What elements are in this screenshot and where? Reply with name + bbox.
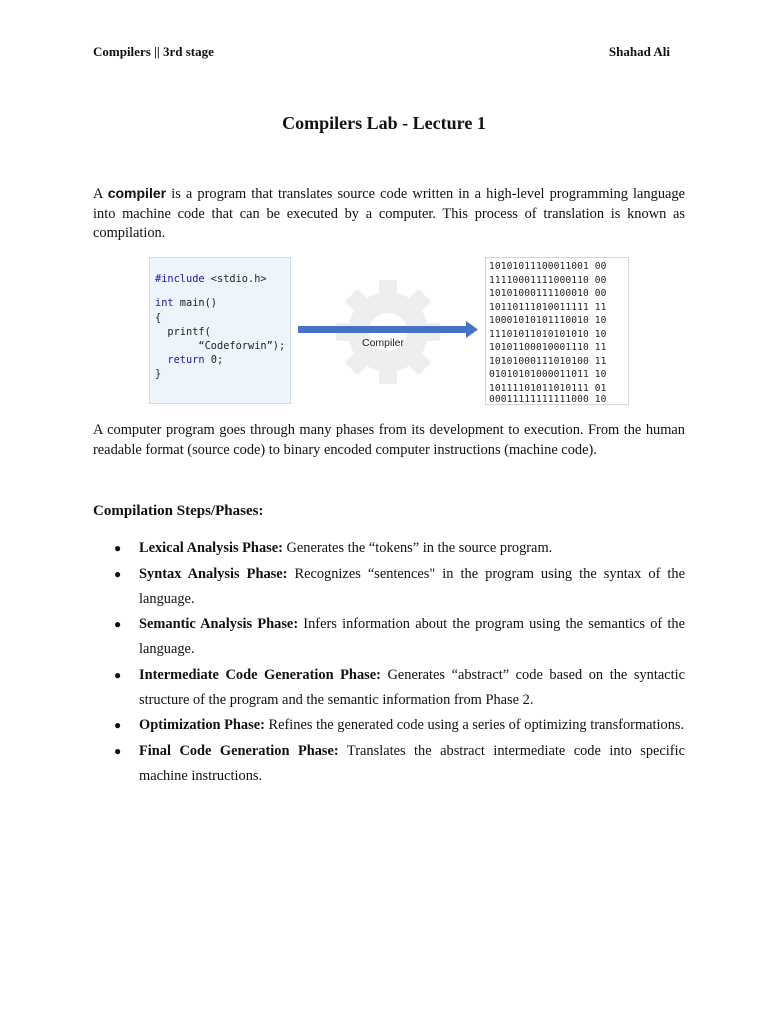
bullet-icon: ● (114, 566, 122, 581)
binary-line: 11101011010101010 10 (489, 328, 607, 340)
phase-title: Lexical Analysis Phase: (139, 540, 283, 556)
page-title: Compilers Lab - Lecture 1 (282, 113, 486, 133)
binary-line: 01010101000011011 10 (489, 369, 607, 380)
phase-desc: Refines the generated code using a series of optimizing transformations. (264, 717, 685, 733)
intro-prefix: A (93, 186, 108, 202)
list-item (93, 739, 685, 789)
list-item (93, 536, 685, 561)
list-item (93, 713, 685, 738)
phase-desc: Recognizes “sentences" in the program using the syntax of the language. (139, 565, 686, 607)
section-heading: Compilation Steps/Phases: (93, 503, 264, 519)
binary-line: 10101100010001110 11 (489, 342, 607, 353)
bullet-icon: ● (114, 617, 122, 631)
phase-desc: Translates the abstract intermediate code into specific machine instructions. (139, 742, 685, 784)
binary-line: 10101011100011001 00 (489, 261, 607, 272)
intro-rest: is a program that translates source code written in a high-level programming language into machine code that can be executed by a computer. This process of translation is known as compilation. (93, 186, 685, 241)
binary-line: 00011111111111000 10 (489, 394, 607, 405)
code-line-string: “Codeforwin”); (155, 340, 286, 352)
intro-paragraph (93, 184, 685, 244)
phase-list (93, 536, 685, 789)
bullet-icon: ● (114, 718, 122, 732)
bullet-icon: ● (114, 541, 122, 555)
compilation-diagram (148, 256, 632, 408)
bullet-icon: ● (114, 743, 122, 758)
source-code-box (149, 257, 291, 404)
code-line-close-brace: } (155, 368, 162, 380)
phase-desc: Infers information about the program using the semantics of the language. (139, 616, 685, 657)
phase-desc: Generates the “tokens” in the source program. (282, 540, 553, 556)
list-item (93, 562, 685, 612)
phase-desc: Generates “abstract” code based on the syntactic structure of the program and the semantic information from Phase 2. (139, 666, 685, 708)
compiler-arrow-label: Compiler (362, 337, 405, 349)
code-line-return: return 0; (167, 354, 224, 366)
bullet-icon: ● (114, 667, 122, 682)
phase-title: Intermediate Code Generation Phase: (139, 666, 381, 683)
code-line-open-brace: { (155, 312, 162, 324)
phase-title: Semantic Analysis Phase: (139, 616, 299, 632)
binary-line: 10001010101110010 10 (489, 315, 607, 326)
list-item (93, 612, 685, 662)
binary-line: 10110111010011111 11 (489, 301, 607, 313)
list-item (93, 663, 685, 713)
intro-keyword: compiler (107, 185, 167, 201)
phase-title: Syntax Analysis Phase: (139, 565, 288, 582)
binary-line: 10111101011010111 01 (489, 382, 607, 394)
binary-line: 10101000111100010 00 (489, 288, 607, 299)
phase-title: Optimization Phase: (139, 717, 265, 733)
binary-line: 11110001111000110 00 (489, 274, 607, 286)
phase-title: Final Code Generation Phase: (139, 742, 339, 759)
code-line-printf: printf( (155, 326, 211, 338)
phases-intro-paragraph: A computer program goes through many phases from its development to execution. From the human readable format (source code) to binary encoded computer instructions (machine code). (93, 422, 685, 458)
code-line-main: int main() (155, 297, 218, 309)
code-line-include: #include <stdio.h> (155, 273, 267, 285)
header-author: Shahad Ali (608, 44, 670, 59)
machine-code-box (485, 257, 629, 405)
binary-line: 10101000111010100 11 (489, 355, 607, 367)
header-course: Compilers || 3rd stage (93, 44, 214, 59)
